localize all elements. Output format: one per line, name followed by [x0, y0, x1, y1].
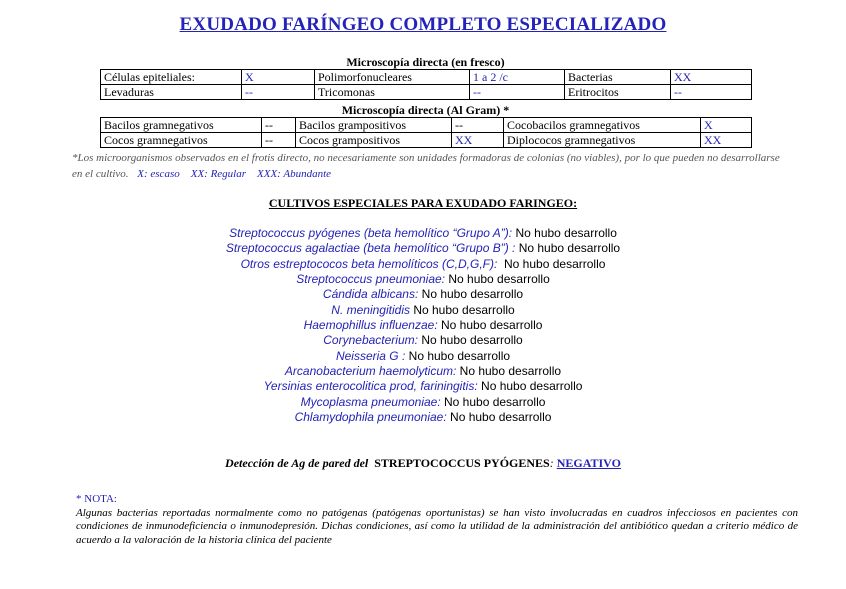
list-item [0, 272, 846, 287]
organism-name: Cándida albicans: [322, 287, 419, 302]
culture-result: No hubo desarrollo [405, 348, 511, 363]
list-item [0, 349, 846, 364]
list-item [0, 364, 846, 379]
organism-name: Chlamydophila pneumoniae: [294, 410, 447, 425]
list-item [0, 410, 846, 425]
table-cell: 1 a 2 /c [470, 70, 565, 85]
detection-organism: STREPTOCOCCUS PYÓGENES [374, 456, 550, 470]
table-cell: X [242, 70, 315, 85]
organism-name: Arcanobacterium haemolyticum: [284, 364, 457, 379]
nota-text: Algunas bacterias reportadas normalmente como no patógenas (patógenas oportunistas) se han visto involucradas en cuadros infecciosos en pacientes con condiciones de inmunodeficiencia o inmunodepresión. Dichas condiciones, así como la utilidad de la administración del antibiótico quedan a criterio médico de acuerdo a la valoración de la historia clínica del paciente [76, 506, 798, 546]
nota-heading: * NOTA: [76, 493, 117, 505]
table-cell: Eritrocitos [565, 85, 671, 100]
table-cell: Cocos grampositivos [296, 133, 452, 148]
list-item [0, 287, 846, 302]
table-row [101, 133, 752, 148]
list-item [0, 318, 846, 333]
table-cell: XX [452, 133, 504, 148]
organism-name: Streptococcus agalactiae (beta hemolítico “Grupo B”) : [225, 241, 516, 256]
microscopy-footnote [72, 150, 792, 182]
list-item [0, 241, 846, 256]
culture-result: No hubo desarrollo [515, 241, 621, 256]
organism-name: Neisseria G : [335, 348, 406, 363]
culture-result: No hubo desarrollo [437, 318, 543, 333]
list-item [0, 379, 846, 394]
culture-result: No hubo desarrollo [512, 226, 617, 240]
organism-name: Mycoplasma pneumoniae: [300, 394, 441, 409]
detection-label: Detección de Ag de pared del [225, 456, 369, 470]
list-item [0, 333, 846, 348]
list-item [0, 395, 846, 410]
culture-result: No hubo desarrollo [409, 302, 515, 317]
gram-microscopy-table [100, 117, 752, 148]
culture-result: No hubo desarrollo [456, 364, 562, 379]
table-cell: -- [470, 85, 565, 100]
table-cell: Bacilos grampositivos [296, 118, 452, 133]
table-row [101, 118, 752, 133]
organism-name: Corynebacterium: [323, 333, 418, 348]
table-cell: -- [262, 118, 296, 133]
table-cell: XX [701, 133, 752, 148]
organism-name: Streptococcus pyógenes (beta hemolítico “Grupo A”): [229, 226, 513, 240]
table-cell: X [701, 118, 752, 133]
table-cell: Diplococos gramnegativos [504, 133, 701, 148]
table-cell: Bacterias [565, 70, 671, 85]
table-cell: -- [671, 85, 752, 100]
table-cell: Polimorfonucleares [315, 70, 470, 85]
culture-result: No hubo desarrollo [497, 256, 606, 271]
table-row [101, 70, 752, 85]
gram-microscopy-header: Microscopía directa (Al Gram) * [341, 103, 510, 117]
culture-result: No hubo desarrollo [477, 379, 583, 394]
footnote-legend: X: escaso XX: Regular XXX: Abundante [137, 168, 332, 180]
organism-name: Otros estreptococos beta hemolíticos (C,D,G,F): [240, 256, 498, 271]
table-cell: Bacilos gramnegativos [101, 118, 262, 133]
list-item [0, 257, 846, 272]
cultures-title: CULTIVOS ESPECIALES PARA EXUDADO FARINGEO: [268, 196, 578, 210]
organism-name: Yersinias enterocolitica prod, fariningitis: [263, 379, 478, 394]
table-cell: -- [262, 133, 296, 148]
cultures-list [0, 226, 846, 425]
table-row [101, 85, 752, 100]
table-cell: Células epiteliales: [101, 70, 242, 85]
organism-name: N. meningitidis [331, 302, 410, 317]
culture-result: No hubo desarrollo [445, 272, 550, 287]
antigen-detection [0, 456, 846, 471]
table-cell: Cocobacilos gramnegativos [504, 118, 701, 133]
nota-block [76, 493, 798, 547]
table-cell: Cocos gramnegativos [101, 133, 262, 148]
organism-name: Streptococcus pneumoniae: [296, 272, 446, 287]
page-title: EXUDADO FARÍNGEO COMPLETO ESPECIALIZADO [179, 14, 667, 35]
culture-result: No hubo desarrollo [417, 333, 523, 348]
culture-result: No hubo desarrollo [440, 394, 546, 409]
culture-result: No hubo desarrollo [446, 410, 552, 425]
detection-separator: : [549, 456, 554, 470]
detection-result: NEGATIVO [556, 456, 621, 470]
list-item [0, 303, 846, 318]
culture-result: No hubo desarrollo [418, 287, 524, 302]
fresh-microscopy-table [100, 69, 752, 100]
list-item [0, 226, 846, 241]
table-cell: XX [671, 70, 752, 85]
table-cell: -- [242, 85, 315, 100]
fresh-microscopy-header: Microscopía directa (en fresco) [346, 55, 505, 69]
table-cell: Tricomonas [315, 85, 470, 100]
organism-name: Haemophillus influenzae: [303, 318, 438, 333]
footnote-text: *Los microorganismos observados en el frotis directo, no necesariamente son unidades formadoras de colonias (no viables), por lo que pueden no desarrollarse en el cultivo. [72, 152, 780, 180]
table-cell: -- [452, 118, 504, 133]
table-cell: Levaduras [101, 85, 242, 100]
